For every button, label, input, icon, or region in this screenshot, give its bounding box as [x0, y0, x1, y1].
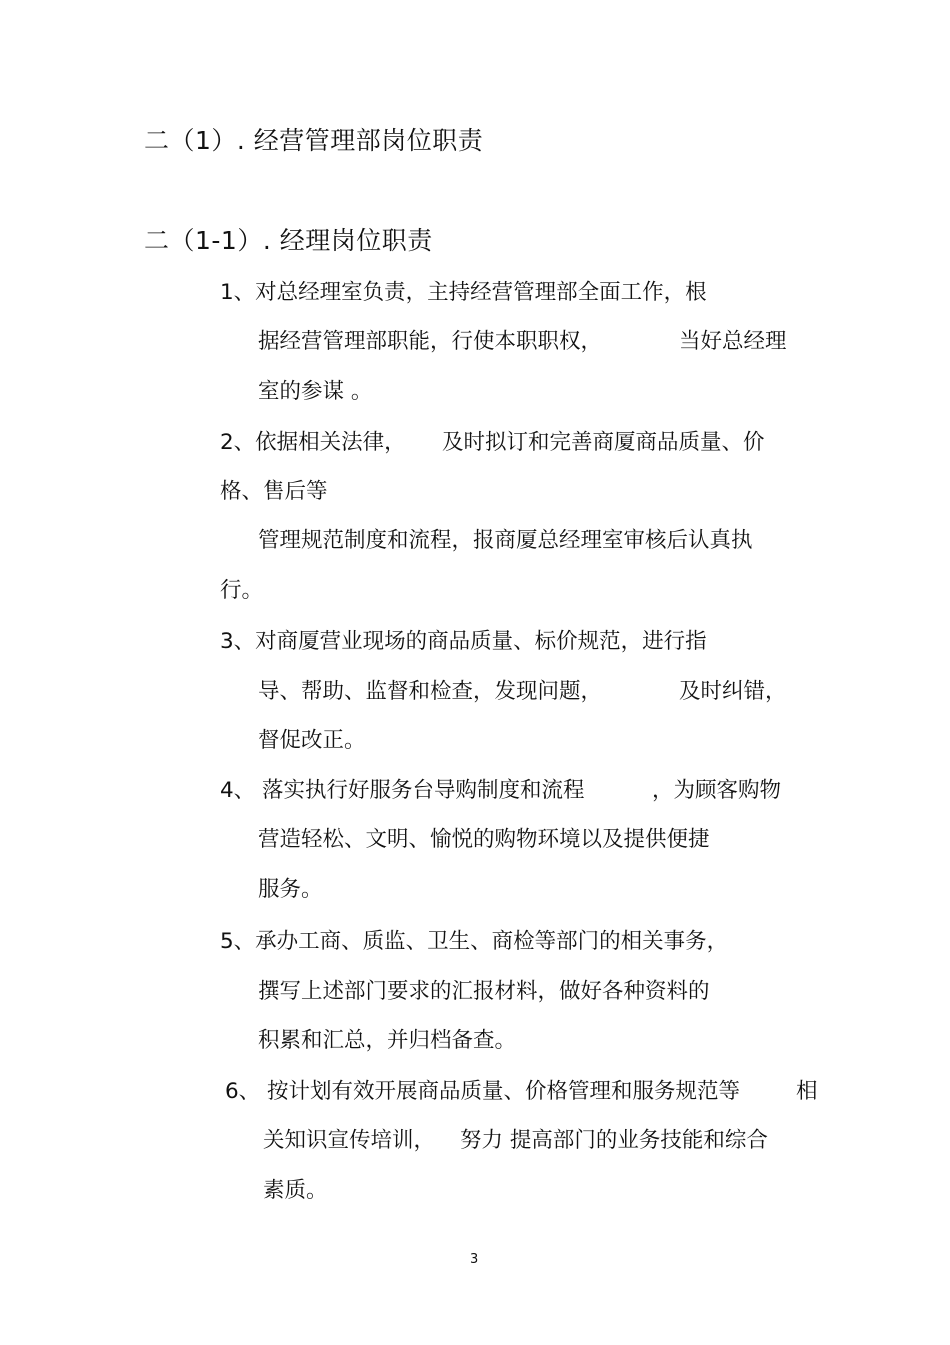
- duty-3-line-1: 3、对商厦营业现场的商品质量、标价规范，进行指: [220, 629, 707, 654]
- duty-2-line-3: 管理规范制度和流程，报商厦总经理室审核后认真执: [258, 528, 753, 553]
- duty-5-line-2: 撰写上述部门要求的汇报材料，做好各种资料的: [258, 979, 710, 1004]
- duty-1-line-1: 1、对总经理室负责，主持经营管理部全面工作，根: [220, 280, 707, 305]
- duty-4-line-1b: ，为顾客购物: [652, 778, 782, 803]
- duty-1-line-3: 室的参谋 。: [258, 379, 373, 404]
- duty-3-line-2a: 导、帮助、监督和检查，发现问题，: [258, 679, 603, 704]
- duty-2-line-4: 行。: [220, 578, 264, 603]
- duty-6-line-1a: 6、 按计划有效开展商品质量、价格管理和服务规范等: [225, 1079, 741, 1104]
- duty-6-line-1b: 相: [796, 1079, 818, 1104]
- page-number: 3: [470, 1252, 479, 1267]
- duty-4-line-2: 营造轻松、文明、愉悦的购物环境以及提供便捷: [258, 827, 710, 852]
- duty-2-line-1a: 2、依据相关法律，: [220, 430, 406, 455]
- duty-4-line-3: 服务。: [258, 877, 323, 902]
- duty-2-line-2: 格、售后等: [220, 479, 328, 504]
- duty-6-line-2a: 关知识宣传培训，: [263, 1128, 436, 1153]
- duty-1-line-2a: 据经营管理部职能，行使本职职权，: [258, 329, 603, 354]
- duty-4-line-1a: 4、 落实执行好服务台导购制度和流程: [220, 778, 585, 803]
- duty-6-line-2b: 努力 提高部门的业务技能和综合: [460, 1128, 768, 1153]
- duty-6-line-3: 素质。: [263, 1178, 328, 1203]
- section-heading: 二（1）. 经营管理部岗位职责: [144, 126, 484, 155]
- duty-3-line-3: 督促改正。: [258, 728, 366, 753]
- duty-5-line-1: 5、承办工商、质监、卫生、商检等部门的相关事务，: [220, 929, 729, 954]
- duty-5-line-3: 积累和汇总，并归档备查。: [258, 1028, 517, 1053]
- duty-1-line-2b: 当好总经理: [679, 329, 787, 354]
- duty-2-line-1b: 及时拟订和完善商厦商品质量、价: [442, 430, 765, 455]
- subsection-heading: 二（1-1）. 经理岗位职责: [144, 226, 433, 255]
- duty-3-line-2b: 及时纠错，: [679, 679, 787, 704]
